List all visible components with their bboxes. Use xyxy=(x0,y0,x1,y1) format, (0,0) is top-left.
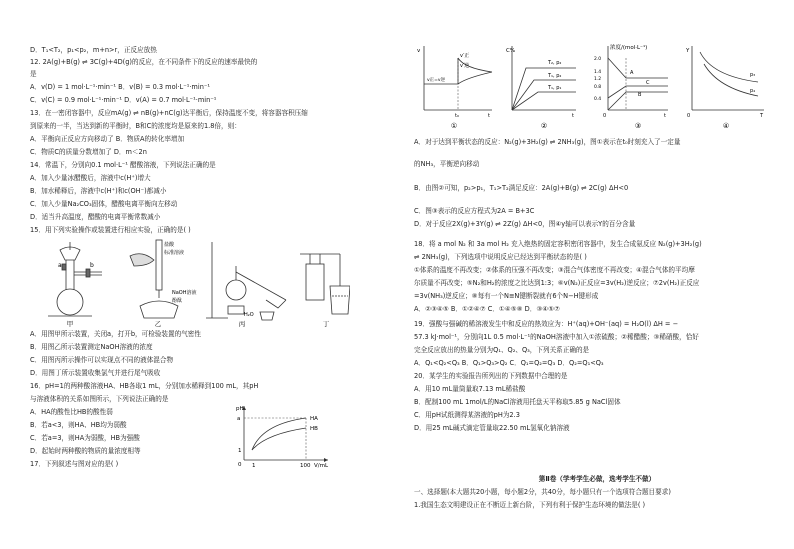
text-line: A．②③④⑤ B．①②④⑦ C．①④⑤⑧ D．③④⑤⑦ xyxy=(414,305,560,313)
text-line: 14．常温下，分别向0.1 mol·L⁻¹ 醋酸溶液，下列说法正确的是 xyxy=(30,161,216,169)
text-line: =3v(NH₃)逆反应；⑧每有一个N≡N键断裂就有6个N−H键形成 xyxy=(414,292,599,300)
text-line: 是 xyxy=(30,70,37,78)
text-line: 16．pH=1的两种酸溶液HA、HB各取1 mL，分别加水稀释到100 mL，其pH xyxy=(30,382,259,390)
section-title: 第Ⅱ卷（学考学生必做，选考学生不做） xyxy=(538,475,656,483)
chart-1 xyxy=(417,46,492,130)
text-line: D．T₁<T₂，p₁<p₂，m+n>r，正反应放热 xyxy=(30,46,157,54)
text-line: C．用pH试纸测得某溶液的pH为2.3 xyxy=(414,411,520,419)
c1-t0: t₀ xyxy=(455,113,459,119)
label-naoh: NaOH溶液 xyxy=(172,290,197,296)
text-line: B．配制100 mL 1mol/L的NaCl溶液用托盘天平称取5.85 g NaCl固体 xyxy=(414,398,621,406)
text-line: D．对于反应2X(g)+3Y(g) ⇌ 2Z(g) ΔH<0，图④y轴可以表示Y的百分含量 xyxy=(414,220,636,228)
reaction-charts xyxy=(414,40,780,132)
text-line: ⇌ 2NH₃(g)，下列选项中说明反应已经达到平衡状态的是( ) xyxy=(414,253,587,261)
chart-2 xyxy=(506,46,576,130)
text-line: C．物质C的质量分数增加了 D．m＜2n xyxy=(30,148,147,156)
text-line: A．用图甲所示装置，关闭a，打开b，可检验装置的气密性 xyxy=(30,330,201,338)
text-line: C．若a=3，则HA为弱酸，HB为强酸 xyxy=(30,434,140,442)
ph-zero: 0 xyxy=(238,462,242,468)
text-line: 尔质量不再改变；⑤N₂和H₂的浓度之比达到1:3；⑥v(N₂)正反应=3v(H₂)逆反应；⑦2v(H₂)正反应 xyxy=(414,279,700,287)
text-line: D．用25 mL碱式滴定管量取22.50 mL氢氧化钠溶液 xyxy=(414,424,570,432)
text-line: B．加水稀释后，溶液中c(H⁺)和c(OH⁻)都减小 xyxy=(30,187,167,195)
label-water: H₂O xyxy=(244,312,254,318)
apparatus-label-bing: 丙 xyxy=(238,320,246,328)
ph-chart xyxy=(228,402,338,472)
label-a: a xyxy=(58,262,62,269)
text-line: 12. 2A(g)+B(g) ⇌ 3C(g)+4D(g)的反应，在不同条件下的反应的速率最快的 xyxy=(30,58,258,66)
text-line: A．v(D) = 1 mol·L⁻¹·min⁻¹ B．v(B) = 0.3 mol·L⁻¹·min⁻¹ xyxy=(30,83,210,91)
c1-eq: v正=v逆 xyxy=(427,78,446,83)
text-line: D．用图丁所示装置收集氯气并进行尾气吸收 xyxy=(30,369,161,377)
c3-tick: 0.4 xyxy=(594,97,602,102)
c2-s3: T₁, p₁ xyxy=(548,85,562,91)
text-line: 到原来的一半，当达到新的平衡时，B和C的浓度均是原来的1.8倍，则： xyxy=(30,122,241,130)
c2-t: t xyxy=(572,113,574,119)
text-line: A．HA的酸性比HB的酸性弱 xyxy=(30,408,113,416)
c2-label: ② xyxy=(540,122,548,130)
label-phenol: 酚酞 xyxy=(172,298,183,304)
text-line: B．由图②可知，p₂>p₁，T₁>T₂满足反应：2A(g)+B(g) ⇌ 2C(g) ΔH<0 xyxy=(414,184,629,192)
c3-t: t xyxy=(664,113,666,119)
text-line: B．若a<3，则HA、HB均为弱酸 xyxy=(30,421,127,429)
text-line: A．对于达到平衡状态的反应：N₂(g)+3H₂(g) ⇌ 2NH₃(g)，图①表示在t₀时刻充入了一定量 xyxy=(414,138,681,146)
c2-s2: T₁, p₂ xyxy=(548,73,562,79)
text-line: 一、选择题(本大题共20小题，每小题2分，共40分，每小题只有一个选项符合题目要求) xyxy=(414,488,671,496)
text-line: C．图③表示的反应方程式为2A = B+3C xyxy=(414,207,535,215)
apparatus-jia xyxy=(48,242,102,316)
c3-ylabel: 浓度/(mol·L⁻¹) xyxy=(610,45,648,51)
ph-a: a xyxy=(237,416,241,422)
c3-tick: 0.8 xyxy=(594,85,602,90)
c1-ylabel: v xyxy=(417,48,421,54)
apparatus-bing xyxy=(206,242,286,320)
c4-p3: p₃ xyxy=(750,72,756,78)
ph-x100: 100 xyxy=(300,463,311,469)
c3-C: C xyxy=(646,80,650,86)
ph-ha: HA xyxy=(310,416,318,422)
c4-zero: 0 xyxy=(687,113,691,119)
text-line: A．加入少量冰醋酸后，溶液中c(H⁺)增大 xyxy=(30,174,151,182)
text-line: C．加入少量Na₂CO₃固体，醋酸电离平衡向左移动 xyxy=(30,200,178,208)
c4-label: ④ xyxy=(722,122,730,130)
apparatus-figure xyxy=(30,236,350,328)
text-line: 完全反应放出的热量分别为Q₁、Q₂、Q₃，下列关系正确的是 xyxy=(414,346,590,354)
text-line: C．用图丙所示操作可以实现点不同的液体混合物 xyxy=(30,356,174,364)
text-line: A．平衡向正反应方向移动了 B．物质A的转化率增加 xyxy=(30,135,185,143)
text-line: 19．强酸与强碱的稀溶液发生中和反应的热效应为：H⁺(aq)+OH⁻(aq) = H₂O(l) ΔH = − xyxy=(414,320,679,328)
text-line: 1.我国生态文明建设正在不断迈上新台阶，下列有利于保护生态环境的做法是( ) xyxy=(414,501,646,509)
c4-p4: p₄ xyxy=(750,88,756,94)
text-line: 57.3 kJ·mol⁻¹，分别向1L 0.5 mol·L⁻¹的NaOH溶液中加入①浓硫酸；②稀醋酸；③稀硝酸，恰好 xyxy=(414,333,699,341)
apparatus-label-ding: 丁 xyxy=(322,320,330,328)
c3-tick: 1.4 xyxy=(594,70,602,75)
text-line: 与溶液体积的关系如图所示，下列说法正确的是 xyxy=(30,395,169,403)
c4-ylabel: Y xyxy=(686,48,690,54)
chart-4 xyxy=(685,46,764,130)
c1-vpos: v′正 xyxy=(460,53,470,59)
c1-label: ① xyxy=(450,122,458,130)
text-line: B．用图乙所示装置测定NaOH溶液的浓度 xyxy=(30,343,153,351)
ph-ylabel: pH xyxy=(236,406,244,412)
ph-hb: HB xyxy=(310,426,318,432)
c2-ylabel: C% xyxy=(506,48,516,54)
label-reagent-std: 标准溶液 xyxy=(164,250,185,256)
c3-tick: 2.0 xyxy=(594,57,602,62)
c4-T: T xyxy=(760,113,764,119)
text-line: D．适当升高温度，醋酸的电离平衡常数减小 xyxy=(30,213,161,221)
text-line: 的NH₃，平衡逆向移动 xyxy=(414,160,480,168)
label-b: b xyxy=(90,262,94,269)
text-line: A．Q₁<Q₂<Q₃ B．Q₁>Q₃>Q₂ C．Q₁=Q₂=Q₃ D．Q₂=Q₁<Q₃ xyxy=(414,359,604,367)
label-reagent-top: 盐酸 xyxy=(164,242,175,248)
text-line: 17．下列叙述与图对应的是( ) xyxy=(30,460,119,468)
text-line: 15．用下列实验操作或装置进行相应实验，正确的是( ) xyxy=(30,226,191,234)
text-line: 13．在一密闭容器中，反应mA(g) ⇌ nB(g)+nC(g)达平衡后，保持温度不变，将容器容积压缩 xyxy=(30,109,308,117)
apparatus-label-yi: 乙 xyxy=(154,320,162,328)
text-line: C．v(C) = 0.9 mol·L⁻¹·min⁻¹ D．v(A) = 0.7 mol·L⁻¹·min⁻¹ xyxy=(30,96,217,104)
c3-label: ③ xyxy=(634,122,642,130)
text-line: 20．某学生的实验报告所列出的下列数据中合理的是 xyxy=(414,372,568,380)
chart-3 xyxy=(594,43,668,130)
ph-x1: 1 xyxy=(252,463,256,469)
apparatus-ding xyxy=(300,254,350,314)
text-line: 18．将 a mol N₂ 和 3a mol H₂ 充入绝热的固定容积密闭容器中，发生合成氨反应 N₂(g)+3H₂(g) xyxy=(414,240,702,248)
ph-one: 1 xyxy=(238,448,242,454)
c2-s1: T₂, p₂ xyxy=(548,60,562,66)
c3-zero: 0 xyxy=(603,113,607,119)
apparatus-label-jia: 甲 xyxy=(66,320,74,328)
c3-tick: 1.2 xyxy=(594,77,602,82)
ph-xlabel: V/mL xyxy=(314,463,329,469)
text-line: A．用10 mL量筒量取7.13 mL稀盐酸 xyxy=(414,385,526,393)
c3-B: B xyxy=(638,92,642,98)
c1-t: t xyxy=(488,113,490,119)
c1-vneg: v′逆 xyxy=(460,63,470,69)
text-line: ①体系的温度不再改变；②体系的压强不再改变；③混合气体密度不再改变；④混合气体的平均摩 xyxy=(414,266,695,274)
text-line: D．起始时两种酸的物质的量浓度相等 xyxy=(30,447,141,455)
c3-A: A xyxy=(630,70,634,76)
